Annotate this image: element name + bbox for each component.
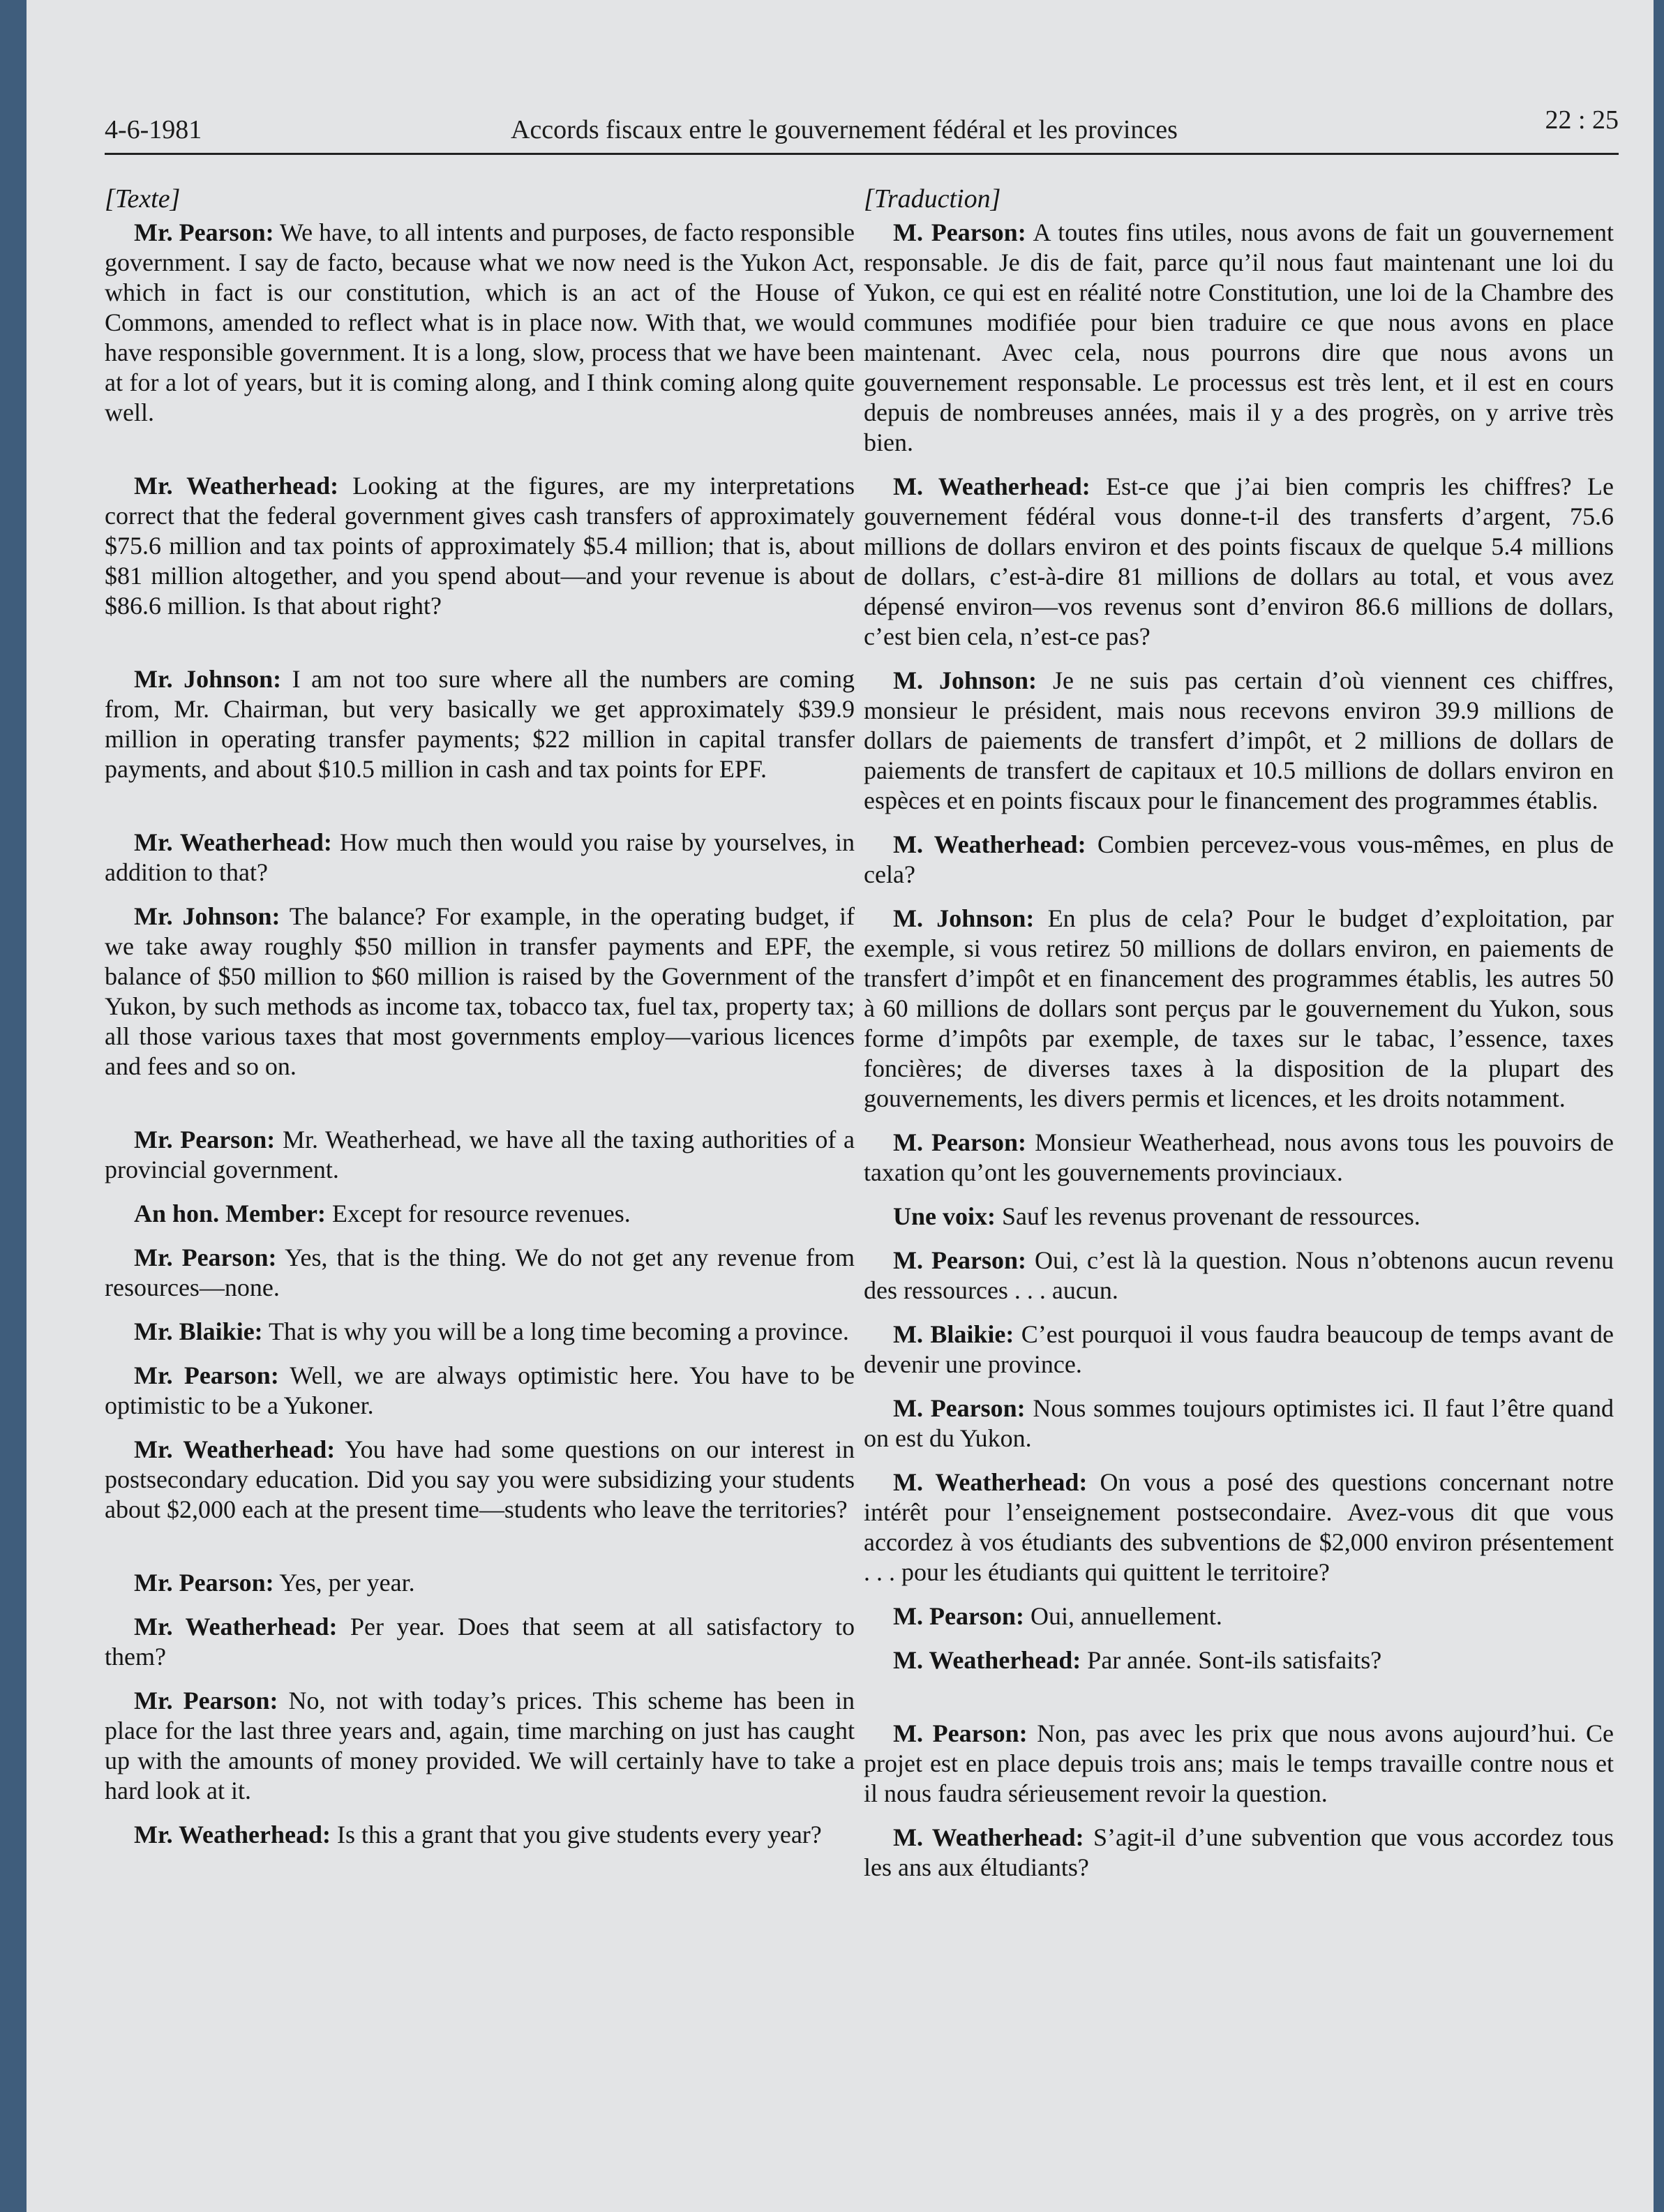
column-english — [105, 183, 855, 1864]
paragraph — [105, 1125, 855, 1185]
speaker-name: Mr. Weatherhead: — [134, 1821, 331, 1848]
paragraph — [105, 218, 855, 428]
paragraph — [864, 1202, 1614, 1232]
speaker-name: Mr. Weatherhead: — [134, 828, 332, 856]
paragraph-text: We have, to all intents and purposes, de facto responsible government. I say de facto, because what we now need is the Yukon Act, which in fact is our constitution, which is an act of the House of Commons, amended to reflect what is in place now. With that, we would have responsible government. It is a long, slow, process that we have been at for a lot of years, but it is coming along, and I think coming along quite well. — [105, 218, 855, 426]
column-french — [864, 183, 1614, 1897]
paragraph — [864, 1128, 1614, 1188]
paragraph — [864, 218, 1614, 458]
speaker-name: M. Pearson: — [893, 218, 1026, 246]
paragraph — [105, 1199, 855, 1229]
paragraph — [105, 902, 855, 1082]
paragraph-text: Mr. Weatherhead, we have all the taxing authorities of a provincial government. — [105, 1126, 855, 1183]
paragraph-text: Nous sommes toujours optimistes ici. Il faut l’être quand on est du Yukon. — [864, 1394, 1614, 1452]
paragraph — [864, 1823, 1614, 1883]
paragraph-text: Oui, annuellement. — [1030, 1602, 1222, 1630]
paragraph-text: Par année. Sont-ils satisfaits? — [1087, 1646, 1382, 1674]
paragraph-text: You have had some questions on our interest in postsecondary education. Did you say you were subsidizing your students about $2,000 each at the present time—students who leave the territories? — [105, 1435, 855, 1523]
speaker-name: Mr. Johnson: — [134, 902, 280, 930]
paragraph-text: That is why you will be a long time becoming a province. — [269, 1317, 849, 1345]
paragraph-text: On vous a posé des questions concernant notre intérêt pour l’enseignement postsecondaire. Avez-vous dit que vous accordez à vos étudiants des subventions de $2,000 environ présentement . . . pour les étudiants qui quittent le territoire? — [864, 1468, 1614, 1586]
speaker-name: Mr. Pearson: — [134, 1126, 276, 1153]
speaker-name: Mr. Johnson: — [134, 665, 282, 693]
paragraph — [864, 1320, 1614, 1380]
speaker-name: M. Weatherhead: — [893, 830, 1086, 858]
speaker-name: M. Pearson: — [893, 1719, 1028, 1747]
paragraph — [864, 1467, 1614, 1587]
paragraph-text: Except for resource revenues. — [331, 1200, 631, 1227]
speaker-name: M. Weatherhead: — [893, 472, 1090, 500]
paragraph-text: Est-ce que j’ai bien compris les chiffres? Le gouvernement fédéral vous donne-t-il des transferts d’argent, 75.6 millions de dollars environ et des points fiscaux de quelque 5.4 millions de dollars, c’est-à-dire 81 millions de dollars au total, et vous avez dépensé environ—vos revenus sont d’environ 86.6 millions de dollars, c’est bien cela, n’est-ce pas? — [864, 472, 1614, 650]
paragraph-text: Well, we are always optimistic here. You have to be optimistic to be a Yukoner. — [105, 1361, 855, 1419]
speaker-name: M. Blaikie: — [893, 1320, 1014, 1348]
speaker-name: M. Pearson: — [893, 1394, 1026, 1422]
speaker-name: M. Pearson: — [893, 1128, 1027, 1156]
section-label-traduction: [Traduction] — [864, 184, 1001, 214]
paragraph — [864, 830, 1614, 890]
paragraph — [105, 664, 855, 784]
paragraph-text: Yes, that is the thing. We do not get any revenue from resources—none. — [105, 1243, 855, 1301]
paragraph-text: Combien percevez-vous vous-mêmes, en plus de cela? — [864, 830, 1614, 888]
paragraph — [864, 1719, 1614, 1809]
paragraph-text: I am not too sure where all the numbers are coming from, Mr. Chairman, but very basically we get approximately $39.9 million in operating transfer payments; $22 million in capital transfer payments, and about $10.5 million in cash and tax points for EPF. — [105, 665, 855, 783]
speaker-name: Mr. Blaikie: — [134, 1317, 263, 1345]
paragraph — [105, 1361, 855, 1421]
paragraph-text: Per year. Does that seem at all satisfactory to them? — [105, 1613, 855, 1671]
paragraph — [105, 1820, 855, 1850]
speaker-name: M. Pearson: — [893, 1602, 1024, 1630]
speaker-name: M. Weatherhead: — [893, 1468, 1088, 1496]
paragraph-text: Is this a grant that you give students every year? — [336, 1821, 822, 1848]
paragraph — [105, 1435, 855, 1525]
paragraph-text: Looking at the figures, are my interpretations correct that the federal government gives cash transfers of approximately $75.6 million and tax points of approximately $5.4 million; that is, about $81 million altogether, and you spend about—and your revenue is about $86.6 million. Is that about right? — [105, 472, 855, 620]
speaker-name: Mr. Pearson: — [134, 1243, 277, 1271]
paragraph-text: Je ne suis pas certain d’où viennent ces chiffres, monsieur le président, mais nous recevons environ 39.9 millions de dollars de paiements de transfert d’impôt, et 2 millions de dollars de paiements de transfert de capitaux et 10.5 millions de dollars environ en espèces et en points fiscaux pour le financement des programmes établis. — [864, 666, 1614, 814]
speaker-name: Mr. Pearson: — [134, 1687, 278, 1714]
speaker-name: M. Johnson: — [893, 666, 1037, 694]
header-rule — [105, 153, 1619, 155]
paragraph — [105, 1612, 855, 1672]
paragraph-text: C’est pourquoi il vous faudra beaucoup de temps avant de devenir une province. — [864, 1320, 1614, 1378]
speaker-name: M. Johnson: — [893, 904, 1035, 932]
paragraph — [864, 1246, 1614, 1306]
paragraph — [864, 472, 1614, 652]
paragraph-text: S’agit-il d’une subvention que vous accordez tous les ans aux éltudiants? — [864, 1823, 1614, 1881]
speaker-name: Une voix: — [893, 1202, 996, 1230]
paragraph — [864, 666, 1614, 816]
paragraph — [105, 1317, 855, 1347]
paragraph-text: The balance? For example, in the operating budget, if we take away roughly $50 million in transfer payments and EPF, the balance of $50 million to $60 million is raised by the Government of the Yukon, by such methods as income tax, tobacco tax, fuel tax, property tax; all those various taxes that most governments employ—various licences and fees and so on. — [105, 902, 855, 1080]
speaker-name: An hon. Member: — [134, 1200, 326, 1227]
paragraph-text: Oui, c’est là la question. Nous n’obtenons aucun revenu des ressources . . . aucun. — [864, 1246, 1614, 1304]
speaker-name: Mr. Weatherhead: — [134, 1435, 336, 1463]
paragraph-text: No, not with today’s prices. This scheme has been in place for the last three years and, again, time marching on just has caught up with the amounts of money provided. We will certainly have to take a hard look at it. — [105, 1687, 855, 1804]
paragraph-text: Sauf les revenus provenant de ressources. — [1002, 1202, 1421, 1230]
paragraph-text: A toutes fins utiles, nous avons de fait un gouvernement responsable. Je dis de fait, parce qu’il nous faut maintenant une loi du Yukon, ce qui est en réalité notre Constitution, une loi de la Chambre des communes modifiée pour bien traduire ce que nous avons en place maintenant. Avec cela, nous pourrons dire que nous avons un gouvernement responsable. Le processus est très lent, et il est en cours depuis de nombreuses années, mais il y a des progrès, on y arrive très bien. — [864, 218, 1614, 456]
paragraph-text: Monsieur Weatherhead, nous avons tous les pouvoirs de taxation qu’ont les gouvernements provinciaux. — [864, 1128, 1614, 1186]
paragraph-text: Non, pas avec les prix que nous avons aujourd’hui. Ce projet est en place depuis trois ans; mais le temps travaille contre nous et il nous faudra sérieusement revoir la question. — [864, 1719, 1614, 1807]
paragraph — [105, 471, 855, 621]
speaker-name: Mr. Pearson: — [134, 1569, 274, 1597]
header-page-number: 22 : 25 — [1545, 105, 1619, 135]
paragraph — [864, 1601, 1614, 1631]
speaker-name: M. Pearson: — [893, 1246, 1026, 1274]
header-title: Accords fiscaux entre le gouvernement fédéral et les provinces — [511, 115, 1178, 144]
speaker-name: Mr. Weatherhead: — [134, 472, 339, 500]
paragraph — [864, 904, 1614, 1114]
paragraph-text: How much then would you raise by yourselves, in addition to that? — [105, 828, 855, 886]
speaker-name: Mr. Pearson: — [134, 218, 274, 246]
paragraph-text: En plus de cela? Pour le budget d’exploitation, par exemple, si vous retirez 50 millions de dollars environ, en paiements de transfert d’impôt et en financement des programmes établis, les autres 50 à 60 millions de dollars sont perçus par le gouvernement du Yukon, sous forme d’impôts par exemple, de taxes sur le tabac, l’essence, taxes foncières; de diverses taxes à la disposition de la plupart des gouvernements, les divers permis et licences, et les droits notamment. — [864, 904, 1614, 1112]
section-label-texte: [Texte] — [105, 184, 181, 214]
speaker-name: M. Weatherhead: — [893, 1646, 1081, 1674]
paragraph — [864, 1393, 1614, 1454]
paragraph-text: Yes, per year. — [279, 1569, 415, 1597]
paragraph — [105, 1686, 855, 1806]
paragraph — [864, 1645, 1614, 1675]
paragraph — [105, 828, 855, 888]
speaker-name: M. Weatherhead: — [893, 1823, 1084, 1851]
page-header — [105, 98, 1619, 155]
paragraph — [105, 1243, 855, 1303]
speaker-name: Mr. Pearson: — [134, 1361, 279, 1389]
document-page — [27, 0, 1654, 2212]
speaker-name: Mr. Weatherhead: — [134, 1613, 338, 1641]
paragraph — [105, 1568, 855, 1598]
header-date: 4-6-1981 — [105, 115, 202, 144]
